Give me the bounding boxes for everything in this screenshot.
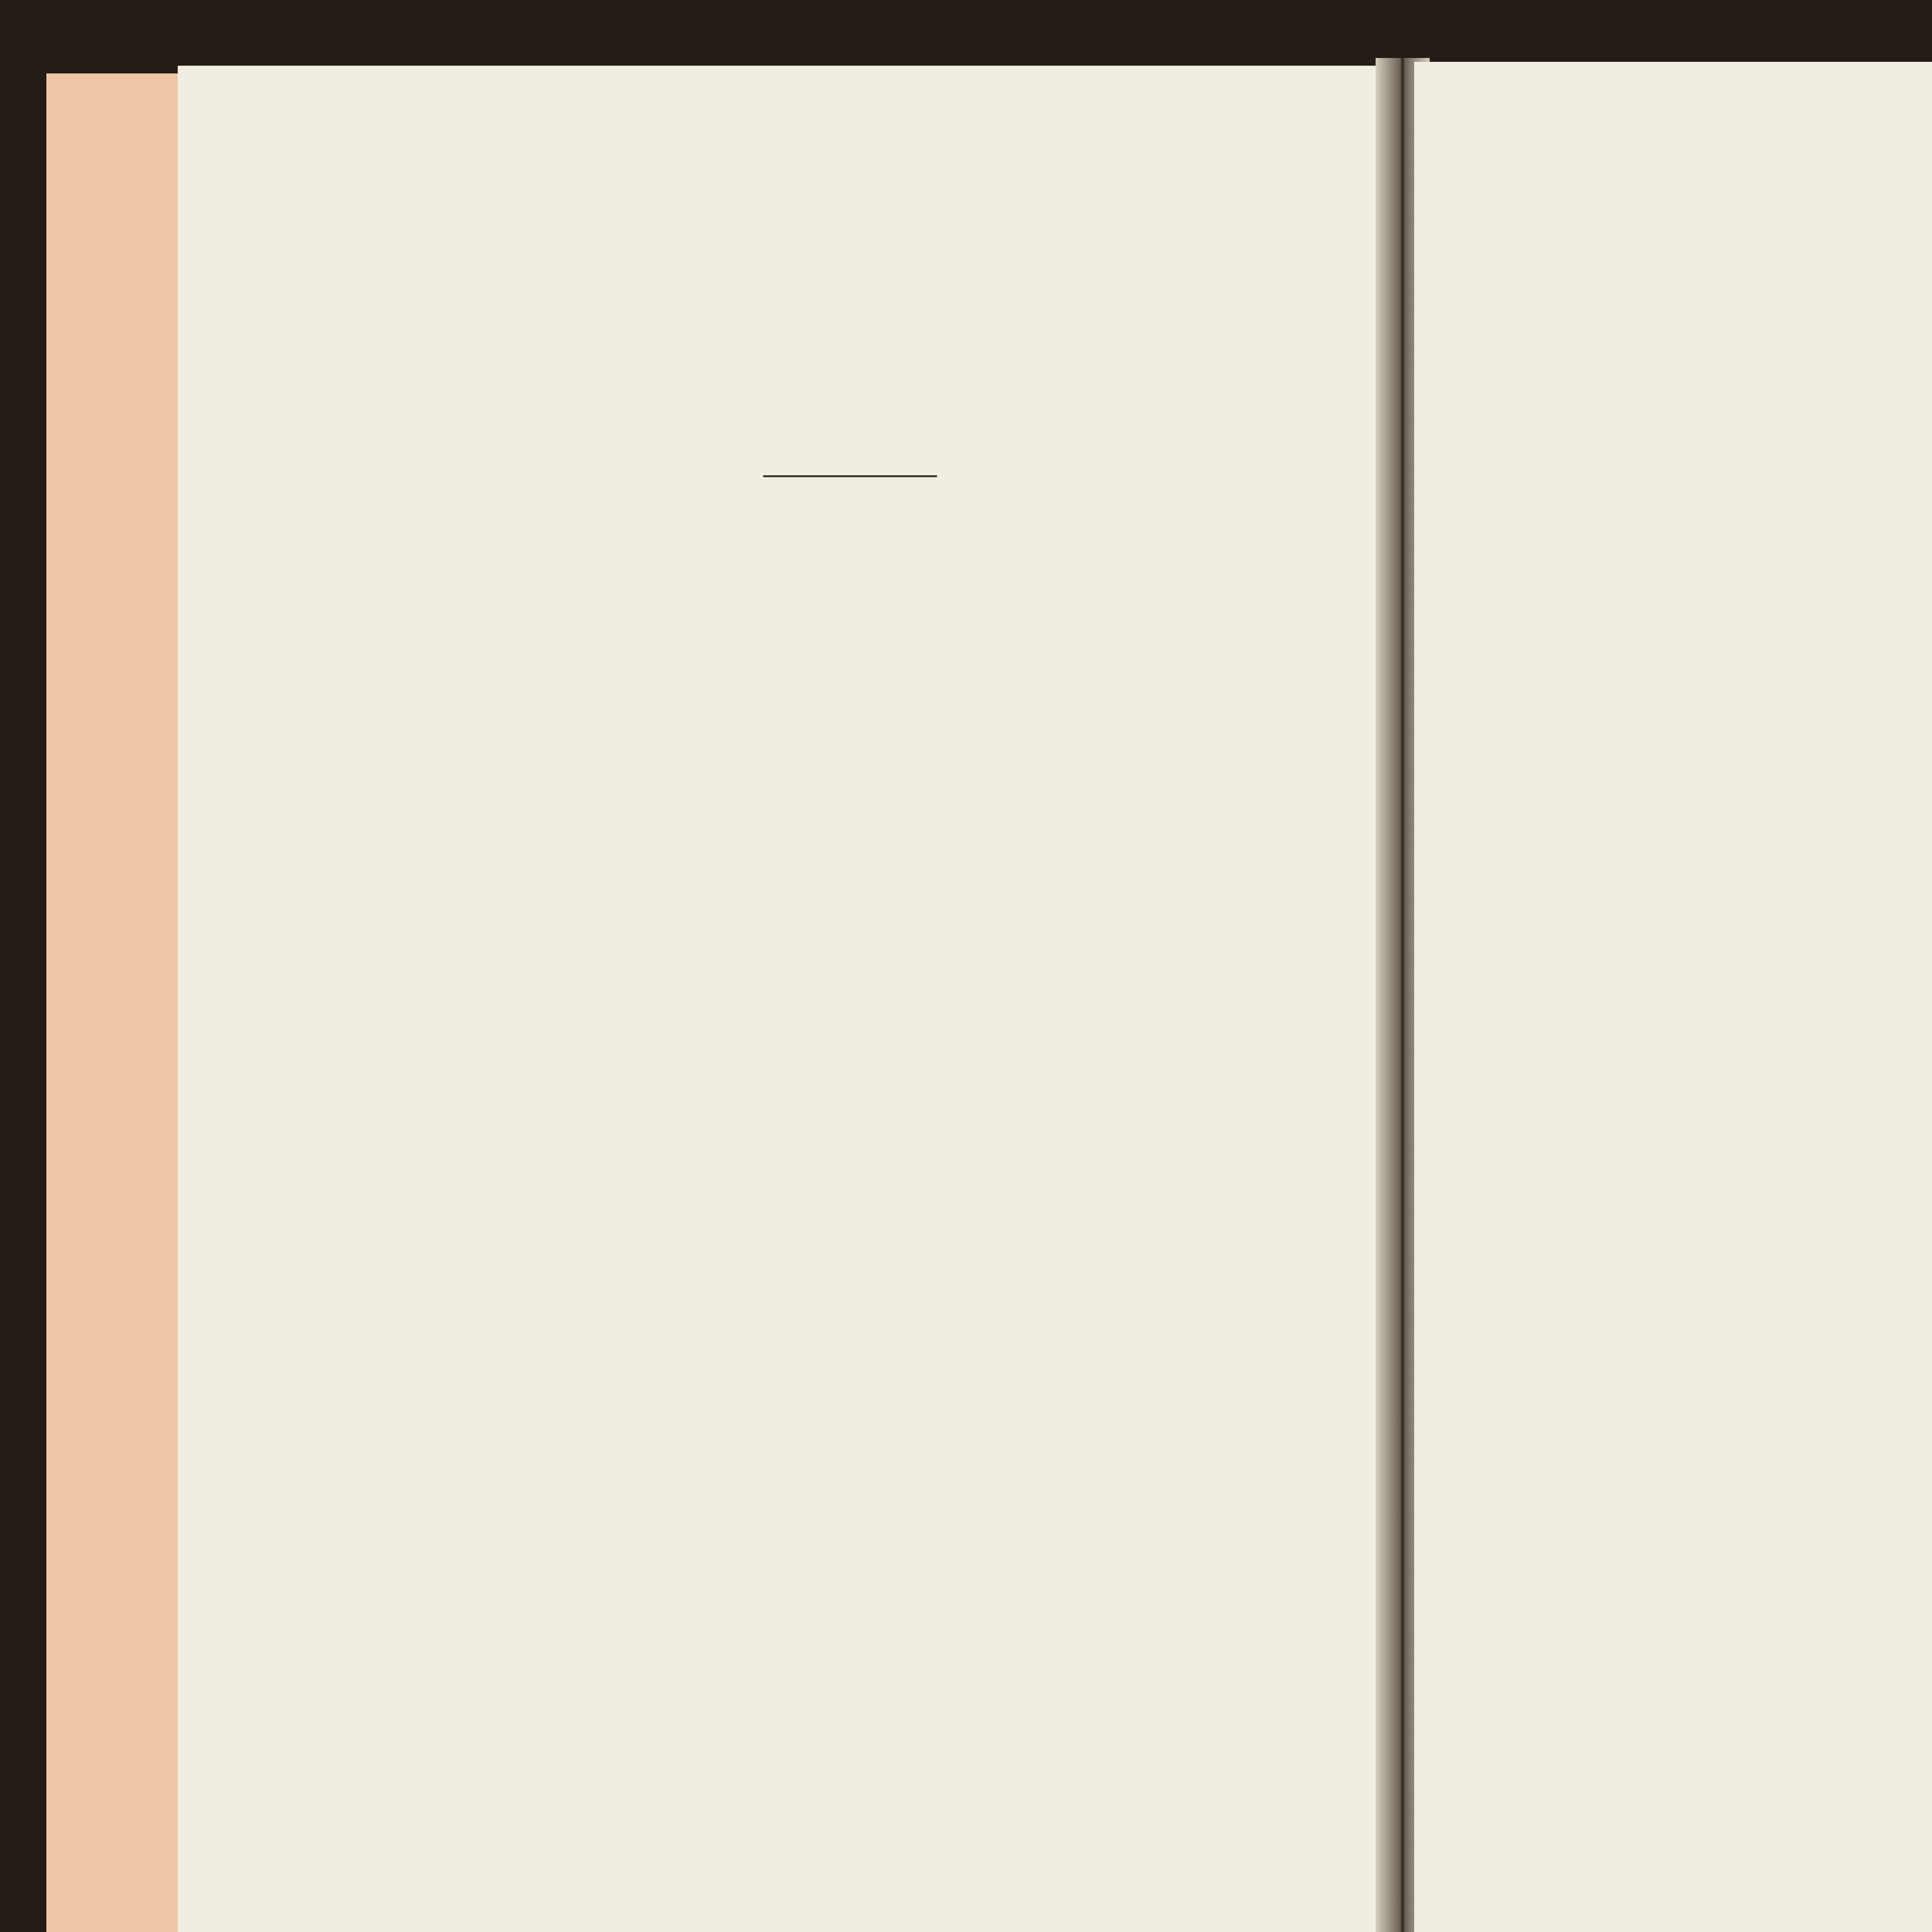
title-divider: [763, 475, 937, 477]
left-page: [178, 66, 1410, 1932]
right-page: [1414, 62, 1932, 1932]
page-edge: [46, 73, 185, 1932]
